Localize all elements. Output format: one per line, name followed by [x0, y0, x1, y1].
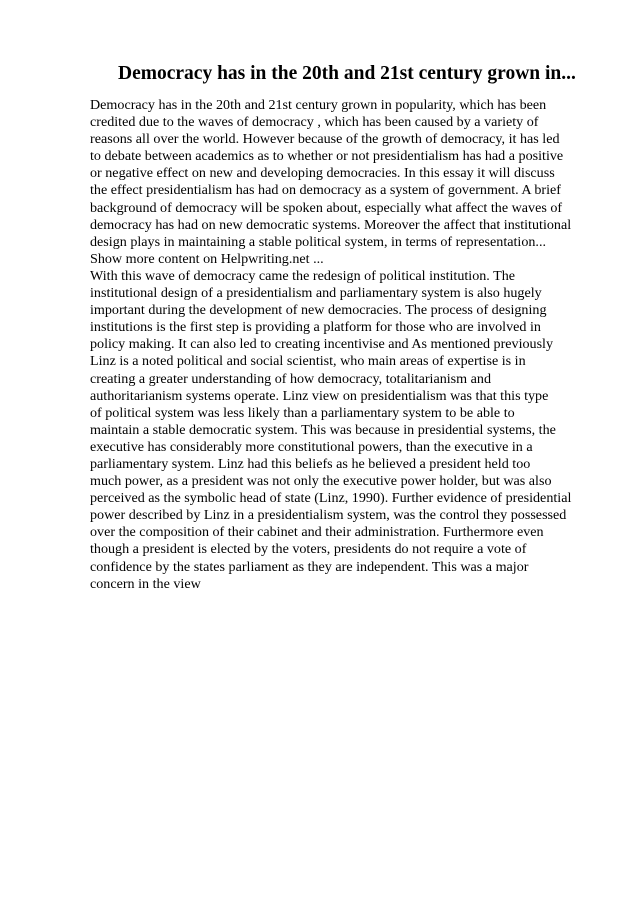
- body-text-line: of political system was less likely than a parliamentary system to be able to: [90, 404, 515, 421]
- body-text-line: policy making. It can also led to creating incentivise and As mentioned previously: [90, 336, 554, 353]
- body-text-line: though a president is elected by the voters, presidents do not require a vote of: [90, 541, 527, 558]
- body-text-line: creating a greater understanding of how democracy, totalitarianism and: [90, 370, 491, 387]
- body-text-line: much power, as a president was not only the executive power holder, but was also: [90, 473, 552, 490]
- body-text-line: Democracy has in the 20th and 21st century grown in popularity, which has been: [90, 97, 547, 113]
- body-text-line: executive has considerably more constitutional powers, than the executive in a: [90, 438, 533, 455]
- body-text-line: to debate between academics as to whether or not presidentialism has had a positive: [90, 148, 564, 165]
- body-text-line: important during the development of new democracies. The process of designing: [90, 302, 547, 319]
- document-body: [90, 97, 630, 593]
- body-text-line: power described by Linz in a presidentialism system, was the control they possessed: [90, 507, 567, 524]
- body-text-line: maintain a stable democratic system. This was because in presidential systems, the: [90, 421, 556, 438]
- body-text-line: authoritarianism systems operate. Linz view on presidentialism was that this type: [90, 387, 549, 404]
- body-text-line: credited due to the waves of democracy , which has been caused by a variety of: [90, 114, 539, 131]
- body-text-line: confidence by the states parliament as they are independent. This was a major: [90, 558, 529, 575]
- body-text-line: parliamentary system. Linz had this beliefs as he believed a president held too: [90, 455, 531, 472]
- body-text-line: Show more content on Helpwriting.net ...: [90, 250, 324, 267]
- body-text-line: background of democracy will be spoken about, especially what affect the waves of: [90, 199, 563, 216]
- body-text-line: With this wave of democracy came the redesign of political institution. The: [90, 267, 515, 284]
- body-text-line: democracy has had on new democratic systems. Moreover the affect that institutional: [90, 216, 572, 233]
- body-text-line: the effect presidentialism has had on democracy as a system of government. A brief: [90, 182, 561, 199]
- body-text-line: perceived as the symbolic head of state (Linz, 1990). Further evidence of presidential: [90, 490, 572, 507]
- body-text-line: Linz is a noted political and social scientist, who main areas of expertise is in: [90, 353, 526, 370]
- page-title: Democracy has in the 20th and 21st century grown in...: [118, 63, 576, 84]
- body-text-line: reasons all over the world. However because of the growth of democracy, it has led: [90, 131, 560, 148]
- body-text-line: concern in the view: [90, 575, 201, 592]
- body-text-line: over the composition of their cabinet and their administration. Furthermore even: [90, 524, 544, 541]
- body-text-line: institutional design of a presidentialism and parliamentary system is also hugely: [90, 285, 542, 302]
- body-text-line: or negative effect on new and developing democracies. In this essay it will discuss: [90, 165, 555, 182]
- body-text-line: institutions is the first step is providing a platform for those who are involved in: [90, 319, 541, 336]
- body-text-line: design plays in maintaining a stable political system, in terms of representation...: [90, 233, 546, 250]
